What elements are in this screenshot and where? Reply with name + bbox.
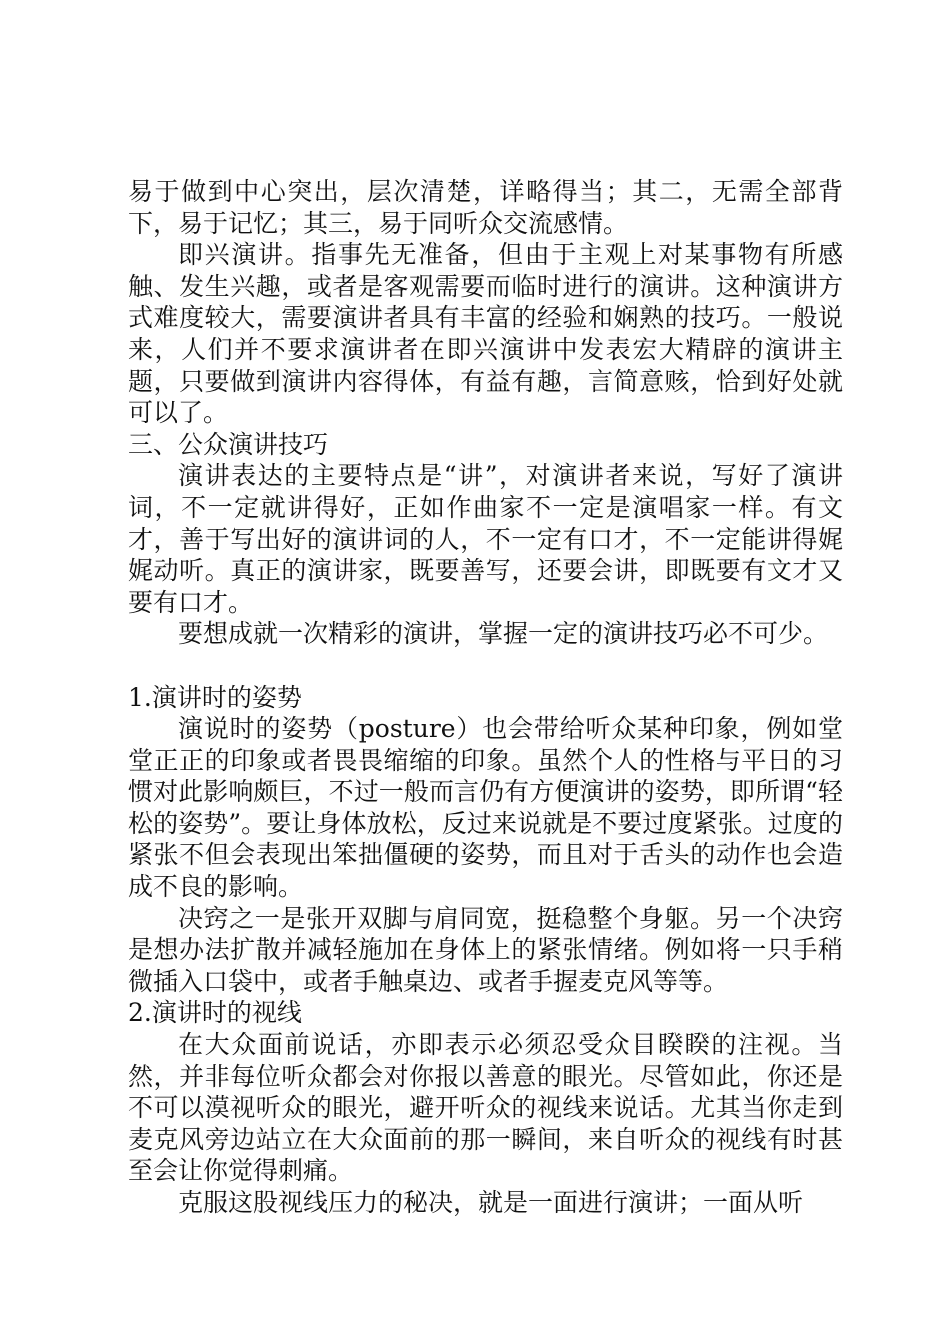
document-body — [128, 176, 843, 1219]
paragraph-continuation: 易于做到中心突出，层次清楚，详略得当；其二，无需全部背下，易于记忆；其三，易于同听众交流感情。 — [128, 177, 843, 238]
paragraph-gaze-tips: 克服这股视线压力的秘决，就是一面进行演讲；一面从听 — [178, 1188, 804, 1217]
paragraph-posture-tips: 决窍之一是张开双脚与肩同宽，挺稳整个身躯。另一个决窍是想办法扩散并减轻施加在身体上的紧张情绪。例如将一只手稍微插入口袋中，或者手触桌边、或者手握麦克风等等。 — [128, 903, 843, 996]
section-heading: 三、公众演讲技巧 — [128, 429, 329, 459]
paragraph-speech-skills: 要想成就一次精彩的演讲，掌握一定的演讲技巧必不可少。 — [178, 619, 829, 649]
subheading-posture: 1.演讲时的姿势 — [128, 682, 302, 712]
paragraph-gaze: 在大众面前说话，亦即表示必须忍受众目睽睽的注视。当然，并非每位听众都会对你报以善意的眼光。尽管如此，你还是不可以漠视听众的眼光，避开听众的视线来说话。尤其当你走到麦克风旁边站立在大众面前的那一瞬间，来自听众的视线有时甚至会让你觉得刺痛。 — [128, 1030, 843, 1186]
paragraph-speech-expression: 演讲表达的主要特点是“讲”，对演讲者来说，写好了演讲词，不一定就讲得好，正如作曲家不一定是演唱家一样。有文才，善于写出好的演讲词的人，不一定有口才，不一定能讲得娓娓动听。真正的演讲家，既要善写，还要会讲，即既要有文才又要有口才。 — [128, 461, 843, 617]
paragraph-posture: 演说时的姿势（posture）也会带给听众某种印象，例如堂堂正正的印象或者畏畏缩缩的印象。虽然个人的性格与平日的习惯对此影响颇巨，不过一般而言仍有方便演讲的姿势，即所谓“轻松的姿势”。要让身体放松，反过来说就是不要过度紧张。过度的紧张不但会表现出笨拙僵硬的姿势，而且对于舌头的动作也会造成不良的影响。 — [128, 714, 843, 902]
subheading-gaze: 2.演讲时的视线 — [128, 998, 302, 1028]
paragraph-impromptu-speech: 即兴演讲。指事先无准备，但由于主观上对某事物有所感触、发生兴趣，或者是客观需要而临时进行的演讲。这种演讲方式难度较大，需要演讲者具有丰富的经验和娴熟的技巧。一般说来，人们并不要求演讲者在即兴演讲中发表宏大精辟的演讲主题，只要做到演讲内容得体，有益有趣，言简意赅，恰到好处就可以了。 — [128, 240, 843, 428]
